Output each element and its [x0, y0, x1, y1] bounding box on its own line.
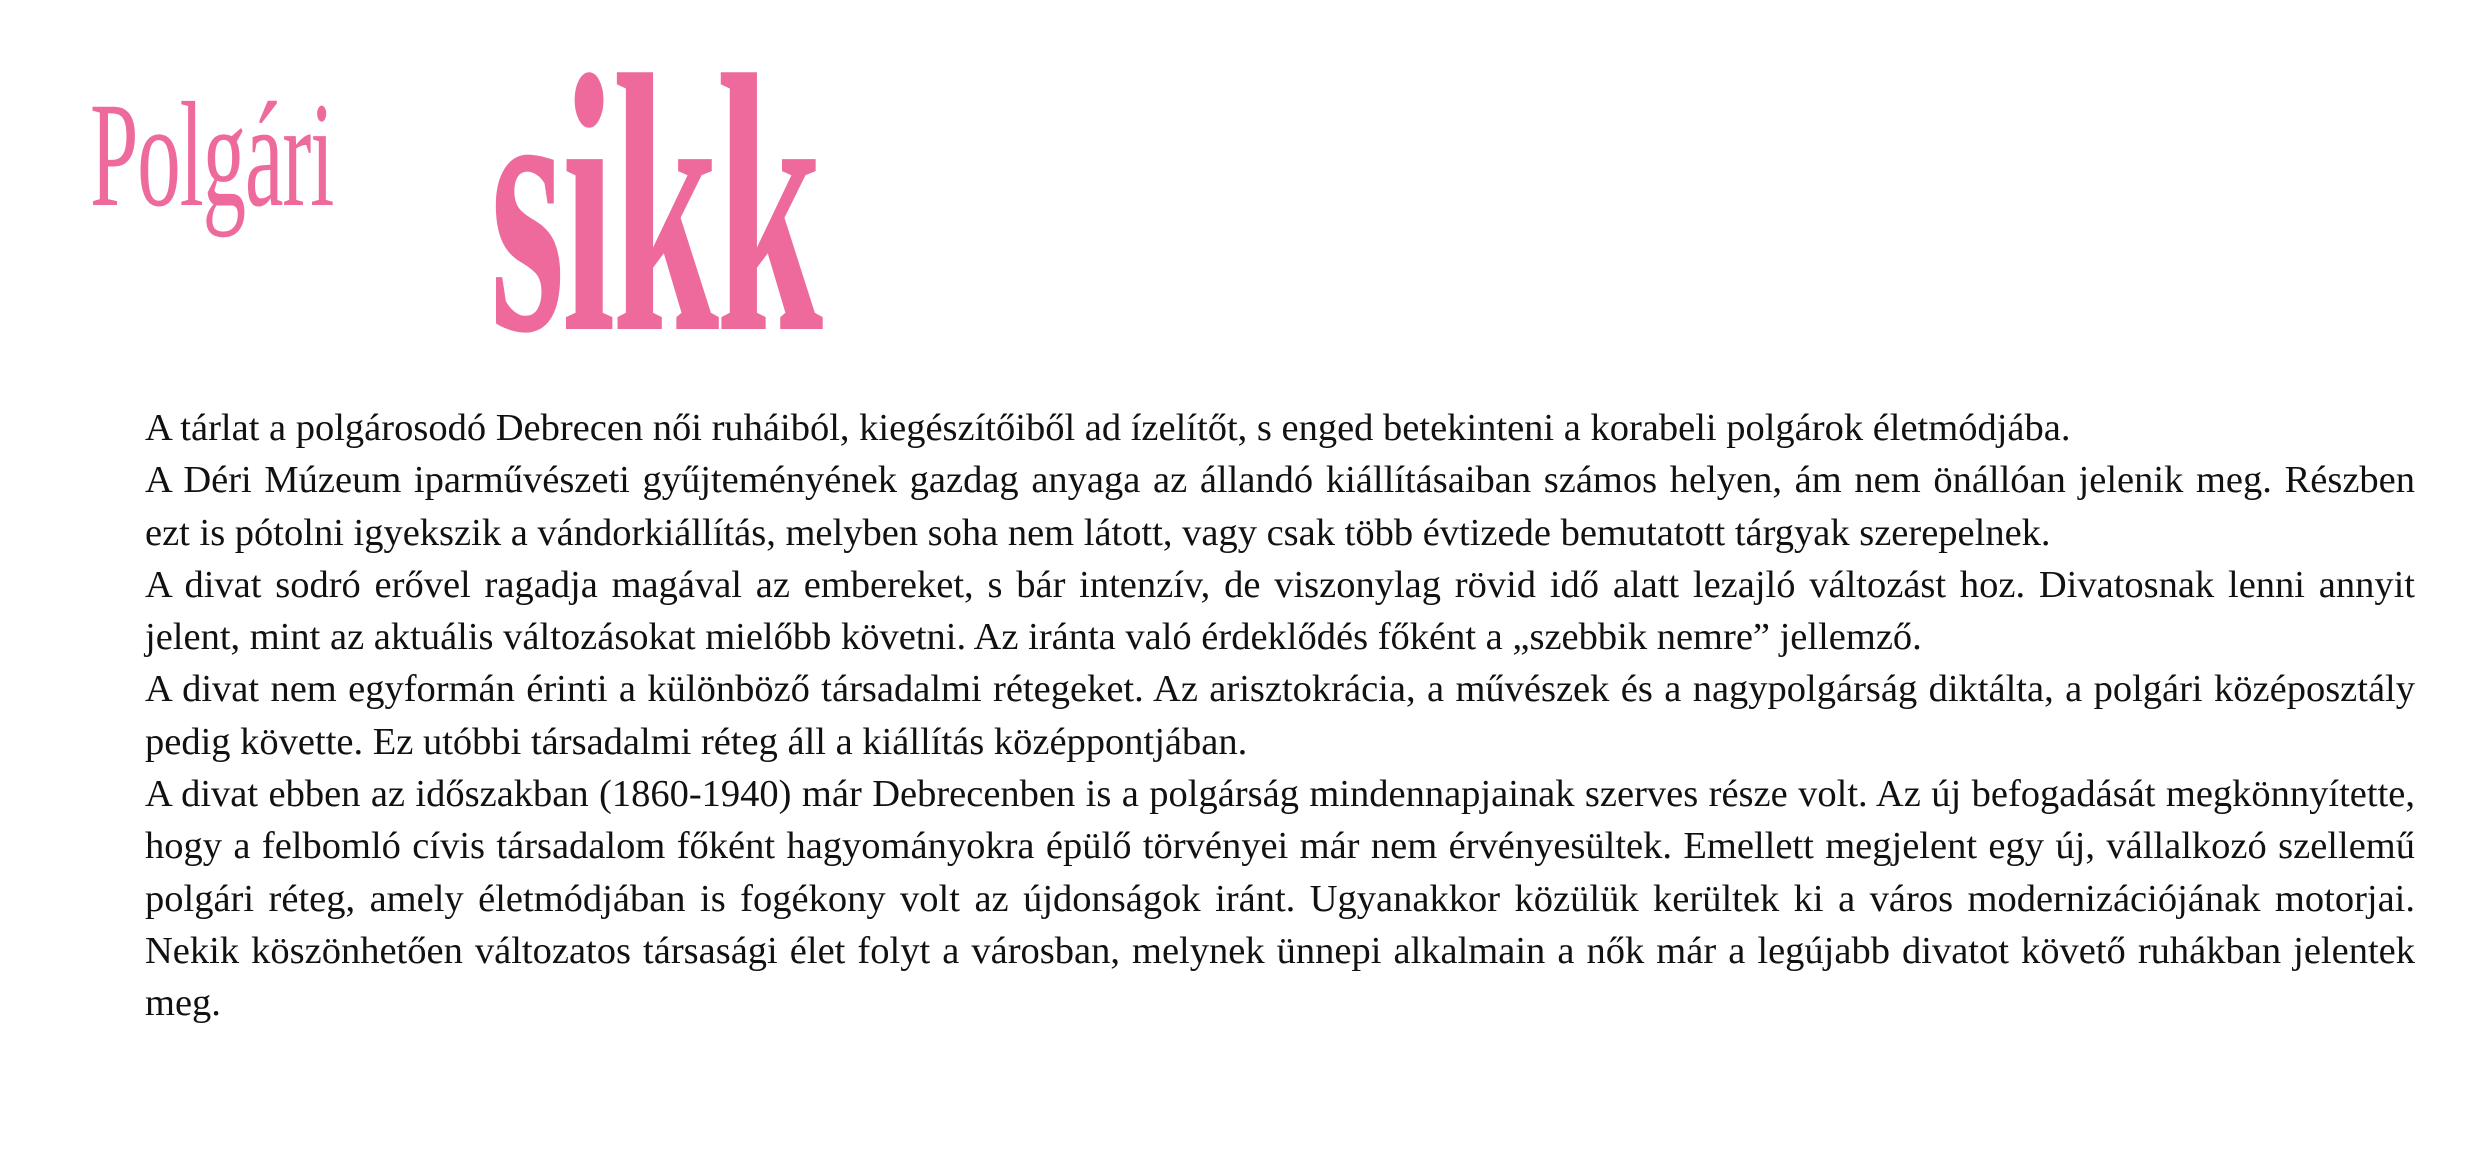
- paragraph-social-layers: A divat nem egyformán érinti a különböző társadalmi rétegeket. Az arisztokrácia, a művészek és a nagypolgárság diktálta, a polgári középosztály pedig követte. Ez utóbbi társadalmi réteg áll a kiállítás középpontjában.: [145, 668, 2415, 763]
- paragraph-intro: A tárlat a polgárosodó Debrecen női ruháiból, kiegészítőiből ad ízelítőt, s enged betekinteni a korabeli polgárok életmódjába.: [145, 407, 2071, 449]
- paragraph-fashion: A divat sodró erővel ragadja magával az embereket, s bár intenzív, de viszonylag rövid idő alatt lezajló változást hoz. Divatosnak lenni annyit jelent, mint az aktuális változásokat mielőbb követni. Az iránta való érdeklődés főként a „szebbik nemre” jellemző.: [145, 563, 2415, 659]
- paragraph-collection: A Déri Múzeum iparművészeti gyűjteményének gazdag anyaga az állandó kiállításaiban számos helyen, ám nem önállóan jelenik meg. Részben ezt is pótolni igyekszik a vándorkiállítás, melyben soha nem látott, vagy csak több évtizede bemutatott tárgyak szerepelnek.: [145, 459, 2415, 554]
- exhibition-description: [145, 402, 2415, 1030]
- exhibition-title: [90, 0, 890, 410]
- paragraph-debrecen-era: A divat ebben az időszakban (1860-1940) már Debrecenben is a polgárság mindennapjainak szerves része volt. Az új befogadását megkönnyítette, hogy a felbomló cívis társadalom főként hagyományokra épülő törvényei már nem érvényesültek. Emellett megjelent egy új, vállalkozó szellemű polgári réteg, amely életmódjában is fogékony volt az újdonságok iránt. Ugyanakkor közülük kerültek ki a város modernizációjának motorjai. Nekik köszönhetően változatos társasági élet folyt a városban, melynek ünnepi alkalmain a nők már a legújabb divatot követő ruhákban jelentek meg.: [145, 773, 2415, 1025]
- title-word-polgari: Polgári: [90, 72, 334, 238]
- title-word-sikk: sikk: [490, 0, 820, 410]
